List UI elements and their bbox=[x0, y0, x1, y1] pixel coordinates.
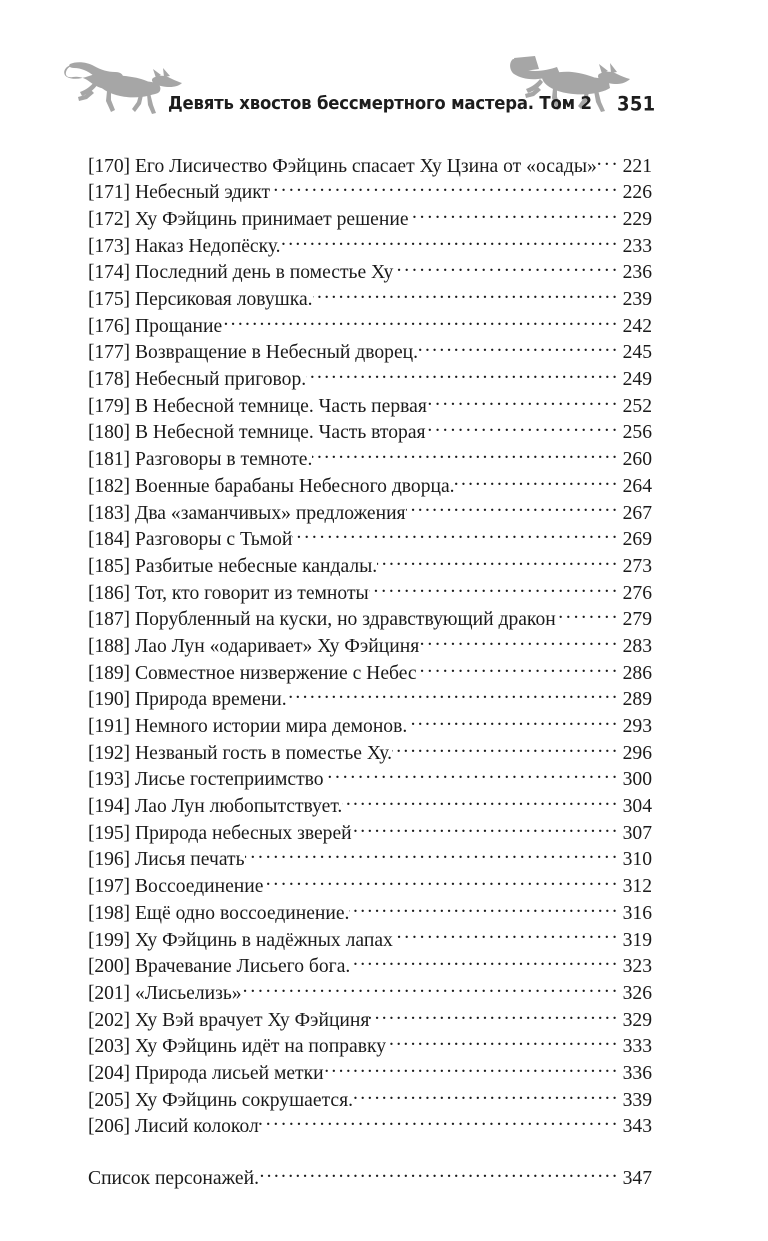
toc-entry-number: [179] bbox=[88, 395, 130, 417]
toc-entry-number: [193] bbox=[88, 769, 130, 791]
toc-entry-number: [189] bbox=[88, 662, 130, 684]
toc-entry-page: 339 bbox=[622, 1089, 652, 1111]
toc-entry[interactable] bbox=[88, 686, 652, 713]
toc-entry[interactable] bbox=[88, 1006, 652, 1033]
toc-entry-number: [196] bbox=[88, 849, 130, 871]
toc-leader-dots bbox=[369, 579, 617, 599]
toc-entry-page: 273 bbox=[622, 555, 652, 577]
toc-entry-page: 279 bbox=[622, 609, 652, 631]
toc-entry-title: Лао Лун «одаривает» Ху Фэйциня bbox=[134, 635, 420, 657]
toc-entry-number: [202] bbox=[88, 1009, 130, 1031]
toc-entry-page: 347 bbox=[622, 1168, 652, 1190]
toc-leader-dots bbox=[426, 419, 617, 439]
toc-entry-page: 300 bbox=[622, 769, 652, 791]
toc-entry-title: Военные барабаны Небесного дворца. bbox=[134, 475, 455, 497]
toc-entry-title: Лисья печать bbox=[134, 849, 245, 871]
toc-entry[interactable] bbox=[88, 979, 652, 1006]
toc-entry[interactable] bbox=[88, 846, 652, 873]
running-head bbox=[0, 52, 768, 122]
toc-entry-number: [186] bbox=[88, 582, 130, 604]
toc-entry-number: [182] bbox=[88, 475, 130, 497]
toc-entry-number: [177] bbox=[88, 342, 130, 364]
toc-leader-dots bbox=[324, 766, 617, 786]
page-folio: 351 bbox=[617, 93, 656, 116]
toc-leader-dots bbox=[312, 446, 617, 466]
toc-entry-number: [174] bbox=[88, 262, 130, 284]
toc-entry[interactable] bbox=[88, 1164, 652, 1191]
toc-leader-dots bbox=[324, 1059, 617, 1079]
toc-entry[interactable] bbox=[88, 285, 652, 312]
toc-leader-dots bbox=[342, 793, 617, 813]
toc-entry-number: [171] bbox=[88, 182, 130, 204]
toc-entry[interactable] bbox=[88, 179, 652, 206]
toc-entry-page: 310 bbox=[622, 849, 652, 871]
toc-entry-number: [180] bbox=[88, 422, 130, 444]
toc-entry-page: 276 bbox=[622, 582, 652, 604]
toc-leader-dots bbox=[455, 472, 617, 492]
toc-entry-title: Последний день в поместье Ху bbox=[134, 262, 394, 284]
toc-entry-title: Природа лисьей метки bbox=[134, 1062, 324, 1084]
toc-entry-number: [175] bbox=[88, 289, 130, 311]
toc-entry[interactable] bbox=[88, 793, 652, 820]
toc-leader-dots bbox=[352, 819, 617, 839]
toc-entry-page: 296 bbox=[622, 742, 652, 764]
toc-entry-title: «Лисьелизь» bbox=[134, 982, 242, 1004]
toc-entry-title: Ху Фэйцинь идёт на поправку bbox=[134, 1036, 386, 1058]
toc-entry-number: [178] bbox=[88, 369, 130, 391]
toc-entry-page: 333 bbox=[622, 1036, 652, 1058]
toc-entry-page: 329 bbox=[622, 1009, 652, 1031]
toc-entry-number: [197] bbox=[88, 876, 130, 898]
table-of-contents bbox=[88, 152, 652, 1191]
toc-entry-title: Немного истории мира демонов. bbox=[134, 716, 408, 738]
toc-entry[interactable] bbox=[88, 606, 652, 633]
toc-leader-dots bbox=[263, 873, 617, 893]
toc-entry[interactable] bbox=[88, 152, 652, 179]
toc-entry-page: 252 bbox=[622, 395, 652, 417]
toc-entry-title: Ещё одно воссоединение. bbox=[134, 902, 350, 924]
toc-entry[interactable] bbox=[88, 499, 652, 526]
toc-entry-page: 304 bbox=[622, 796, 652, 818]
toc-entry-title: Прощание bbox=[134, 315, 223, 337]
toc-leader-dots bbox=[409, 205, 617, 225]
toc-entry-title: Его Лисичество Фэйцинь спасает Ху Цзина от «осады» bbox=[134, 155, 597, 177]
toc-entry[interactable] bbox=[88, 873, 652, 900]
toc-entry-number: [192] bbox=[88, 742, 130, 764]
toc-entry[interactable] bbox=[88, 712, 652, 739]
toc-entry[interactable] bbox=[88, 526, 652, 553]
toc-entry-page: 239 bbox=[622, 289, 652, 311]
toc-entry-title: Небесный приговор. bbox=[134, 369, 307, 391]
toc-entry-number: [172] bbox=[88, 208, 130, 230]
toc-entry-number: [184] bbox=[88, 529, 130, 551]
toc-entry-number: [204] bbox=[88, 1062, 130, 1084]
toc-entry-title: Лао Лун любопытствует. bbox=[134, 796, 343, 818]
toc-entry[interactable] bbox=[88, 632, 652, 659]
toc-entry[interactable] bbox=[88, 1086, 652, 1113]
toc-leader-dots bbox=[353, 1086, 617, 1106]
toc-entry-number: [199] bbox=[88, 929, 130, 951]
toc-leader-dots bbox=[222, 312, 617, 332]
toc-entry[interactable] bbox=[88, 339, 652, 366]
toc-entry-title: Тот, кто говорит из темноты bbox=[134, 582, 369, 604]
toc-entry-page: 326 bbox=[622, 982, 652, 1004]
toc-entry-number: [191] bbox=[88, 716, 130, 738]
toc-entry-title: Лисий колокол bbox=[134, 1116, 259, 1138]
toc-entry[interactable] bbox=[88, 953, 652, 980]
toc-entry-page: 319 bbox=[622, 929, 652, 951]
toc-entry-page: 283 bbox=[622, 635, 652, 657]
toc-entry[interactable] bbox=[88, 366, 652, 393]
toc-entry-page: 221 bbox=[622, 155, 652, 177]
toc-entry-title: Разговоры в темноте. bbox=[134, 449, 313, 471]
toc-entry-page: 229 bbox=[622, 208, 652, 230]
toc-entry-page: 269 bbox=[622, 529, 652, 551]
toc-leader-dots bbox=[245, 846, 617, 866]
toc-entry-title: Воссоединение bbox=[134, 876, 264, 898]
toc-entry-title: Наказ Недопёску. bbox=[134, 235, 281, 257]
toc-entry[interactable] bbox=[88, 1113, 652, 1140]
toc-entry[interactable] bbox=[88, 766, 652, 793]
toc-entry[interactable] bbox=[88, 659, 652, 686]
toc-entry-page: 343 bbox=[622, 1116, 652, 1138]
running-fox-icon bbox=[61, 52, 183, 116]
toc-entry-page: 245 bbox=[622, 342, 652, 364]
toc-entry-title: Врачевание Лисьего бога. bbox=[134, 956, 351, 978]
toc-entry-page: 233 bbox=[622, 235, 652, 257]
toc-leader-dots bbox=[392, 739, 617, 759]
toc-entry-page: 293 bbox=[622, 716, 652, 738]
toc-entry-page: 307 bbox=[622, 822, 652, 844]
toc-entry-page: 264 bbox=[622, 475, 652, 497]
toc-leader-dots bbox=[427, 392, 617, 412]
toc-entry-number: [181] bbox=[88, 449, 130, 471]
toc-leader-dots bbox=[369, 1006, 617, 1026]
toc-entry-title: Ху Фэйцинь в надёжных лапах bbox=[134, 929, 393, 951]
toc-entry-title: Ху Вэй врачует Ху Фэйциня bbox=[134, 1009, 370, 1031]
toc-entry[interactable] bbox=[88, 1059, 652, 1086]
toc-leader-dots bbox=[556, 606, 617, 626]
toc-entry-title: Ху Фэйцинь сокрушается. bbox=[134, 1089, 353, 1111]
toc-entry[interactable] bbox=[88, 419, 652, 446]
toc-leader-dots bbox=[259, 1113, 617, 1133]
toc-entry[interactable] bbox=[88, 205, 652, 232]
toc-leader-dots bbox=[406, 499, 617, 519]
running-head-title: Девять хвостов бессмертного мастера. Том 2 bbox=[168, 93, 592, 114]
toc-entry-number: [194] bbox=[88, 796, 130, 818]
toc-entry-page: 336 bbox=[622, 1062, 652, 1084]
toc-entry[interactable] bbox=[88, 392, 652, 419]
toc-entry-title: Возвращение в Небесный дворец. bbox=[134, 342, 419, 364]
toc-entry[interactable] bbox=[88, 1033, 652, 1060]
toc-entry[interactable] bbox=[88, 312, 652, 339]
toc-entry[interactable] bbox=[88, 579, 652, 606]
toc-leader-dots bbox=[281, 232, 617, 252]
toc-entry-title: Порубленный на куски, но здравствующий дракон bbox=[134, 609, 556, 631]
toc-entry-page: 236 bbox=[622, 262, 652, 284]
toc-entry-number: [173] bbox=[88, 235, 130, 257]
toc-leader-dots bbox=[259, 1164, 617, 1184]
toc-entry-page: 289 bbox=[622, 689, 652, 711]
toc-entry-title: Незваный гость в поместье Ху. bbox=[134, 742, 393, 764]
toc-entry-title: Разговоры с Тьмой bbox=[134, 529, 293, 551]
toc-entry[interactable] bbox=[88, 819, 652, 846]
toc-entry-title: Персиковая ловушка. bbox=[134, 289, 313, 311]
toc-leader-dots bbox=[597, 152, 617, 172]
toc-entry[interactable] bbox=[88, 926, 652, 953]
toc-leader-dots bbox=[377, 552, 617, 572]
toc-entry-title: Разбитые небесные кандалы. bbox=[134, 555, 378, 577]
toc-entry-number: [187] bbox=[88, 609, 130, 631]
toc-entry[interactable] bbox=[88, 899, 652, 926]
toc-leader-dots bbox=[270, 179, 617, 199]
toc-entry[interactable] bbox=[88, 232, 652, 259]
toc-entry-title: Природа небесных зверей bbox=[134, 822, 352, 844]
toc-leader-dots bbox=[407, 712, 617, 732]
toc-entry-page: 312 bbox=[622, 876, 652, 898]
toc-entry-number: [183] bbox=[88, 502, 130, 524]
toc-entry[interactable] bbox=[88, 446, 652, 473]
toc-entry-number: [206] bbox=[88, 1116, 130, 1138]
toc-leader-dots bbox=[419, 632, 617, 652]
toc-entry-number: [185] bbox=[88, 555, 130, 577]
toc-entry-title: Небесный эдикт bbox=[134, 182, 271, 204]
toc-entry-number: [205] bbox=[88, 1089, 130, 1111]
toc-leader-dots bbox=[313, 285, 617, 305]
toc-leader-dots bbox=[292, 526, 617, 546]
toc-entry-title: В Небесной темнице. Часть первая bbox=[134, 395, 427, 417]
toc-entry-number: [198] bbox=[88, 902, 130, 924]
toc-entry-number: [200] bbox=[88, 956, 130, 978]
toc-leader-dots bbox=[350, 953, 617, 973]
toc-leader-dots bbox=[287, 686, 617, 706]
toc-entry-number: [188] bbox=[88, 635, 130, 657]
toc-entry-page: 286 bbox=[622, 662, 652, 684]
toc-leader-dots bbox=[393, 259, 617, 279]
toc-entry-page: 267 bbox=[622, 502, 652, 524]
toc-entry[interactable] bbox=[88, 259, 652, 286]
toc-entry-number: [201] bbox=[88, 982, 130, 1004]
toc-entry-number: [195] bbox=[88, 822, 130, 844]
toc-entry-page: 256 bbox=[622, 422, 652, 444]
toc-leader-dots bbox=[349, 899, 617, 919]
toc-entry[interactable] bbox=[88, 552, 652, 579]
toc-entry-title: В Небесной темнице. Часть вторая bbox=[134, 422, 426, 444]
toc-leader-dots bbox=[306, 366, 617, 386]
toc-leader-dots bbox=[242, 979, 617, 999]
toc-entry-number: [203] bbox=[88, 1036, 130, 1058]
toc-entry-page: 249 bbox=[622, 369, 652, 391]
toc-entry-page: 260 bbox=[622, 449, 652, 471]
toc-entry-page: 323 bbox=[622, 956, 652, 978]
toc-entry-title: Совместное низвержение с Небес bbox=[134, 662, 417, 684]
toc-entry-page: 242 bbox=[622, 315, 652, 337]
toc-entry-title: Ху Фэйцинь принимает решение bbox=[134, 208, 409, 230]
toc-entry-number: [176] bbox=[88, 315, 130, 337]
toc-leader-dots bbox=[417, 659, 617, 679]
toc-entry-page: 226 bbox=[622, 182, 652, 204]
toc-leader-dots bbox=[386, 1033, 617, 1053]
toc-entry-number: [170] bbox=[88, 155, 130, 177]
toc-entry-title: Список персонажей. bbox=[88, 1168, 259, 1190]
toc-entry[interactable] bbox=[88, 472, 652, 499]
toc-entry[interactable] bbox=[88, 739, 652, 766]
toc-leader-dots bbox=[418, 339, 617, 359]
toc-entry-title: Природа времени. bbox=[134, 689, 287, 711]
toc-entry-title: Лисье гостеприимство bbox=[134, 769, 324, 791]
toc-leader-dots bbox=[393, 926, 617, 946]
toc-entry-page: 316 bbox=[622, 902, 652, 924]
toc-entry-number: [190] bbox=[88, 689, 130, 711]
toc-entry-title: Два «заманчивых» предложения bbox=[134, 502, 406, 524]
